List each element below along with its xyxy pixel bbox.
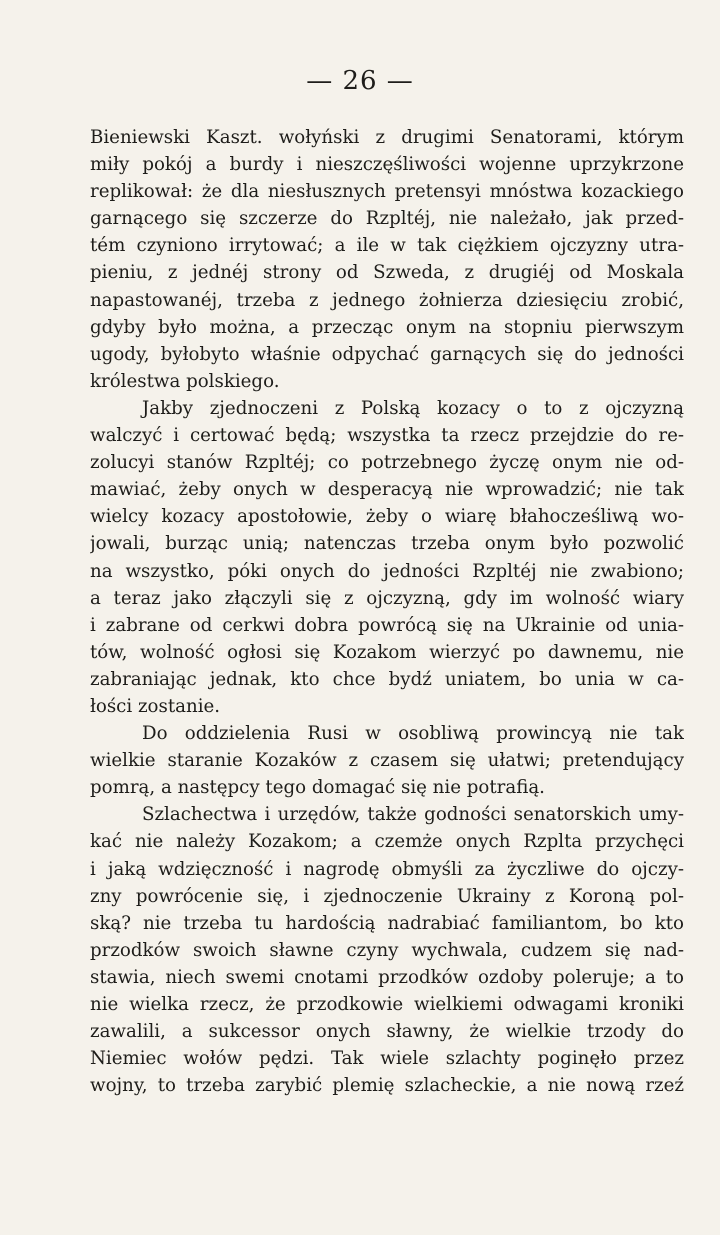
text-line: Jakby zjednoczeni z Polską kozacy o to z ojczyzną bbox=[142, 397, 684, 419]
text-line: i zabrane od cerkwi dobra powrócą się na Ukrainie od unia- bbox=[90, 614, 684, 636]
text-line: mawiać, żeby onych w desperacyą nie wprowadzić; nie tak bbox=[90, 479, 684, 501]
text-line: Niemiec wołów pędzi. Tak wiele szlachty poginęło przez bbox=[90, 1048, 684, 1070]
text-line: Bieniewski Kaszt. wołyński z drugimi Senatorami, którym bbox=[90, 127, 684, 148]
text-line: zolucyi stanów Rzpltéj; co potrzebnego życzę onym nie od- bbox=[90, 452, 684, 474]
page-number: — 26 — bbox=[306, 66, 414, 96]
text-line: pieniu, z jednéj strony od Szweda, z drugiéj od Moskala bbox=[90, 262, 684, 284]
text-line: napastowanéj, trzeba z jednego żołnierza dziesięciu zrobić, bbox=[90, 289, 684, 311]
text-line: łości zostanie. bbox=[90, 695, 221, 717]
text-line: garnącego się szczerze do Rzpltéj, nie należało, jak przed- bbox=[90, 208, 684, 230]
text-line: i jaką wdzięczność i nagrodę obmyśli za życzliwe do ojczy- bbox=[90, 858, 684, 880]
text-line: kać nie należy Kozakom; a czemże onych Rzplta przychęci bbox=[90, 831, 684, 853]
text-line: przodków swoich sławne czyny wychwala, cudzem się nad- bbox=[90, 939, 684, 961]
text-line: wojny, to trzeba zarybić plemię szlacheckie, a nie nową rzeź bbox=[90, 1075, 684, 1097]
text-line: replikował: że dla niesłusznych pretensyi mnóstwa kozackiego bbox=[90, 181, 684, 203]
text-line: na wszystko, póki onych do jedności Rzpltéj nie zwabiono; bbox=[90, 560, 684, 582]
text-line: wielkie staranie Kozaków z czasem się ułatwi; pretendujący bbox=[90, 750, 684, 772]
text-line: tów, wolność ogłosi się Kozakom wierzyć po dawnemu, nie bbox=[90, 641, 684, 663]
text-line: zny powrócenie się, i zjednoczenie Ukrainy z Koroną pol- bbox=[90, 885, 684, 907]
text-line: walczyć i certować będą; wszystka ta rzecz przejdzie do re- bbox=[90, 425, 684, 447]
text-line: zabraniając jednak, kto chce bydź uniatem, bo unia w ca- bbox=[90, 668, 684, 690]
text-line: ską? nie trzeba tu hardością nadrabiać familiantom, bo kto bbox=[90, 912, 684, 934]
text-line: pomrą, a następcy tego domagać się nie potrafią. bbox=[90, 777, 545, 799]
body-text bbox=[90, 124, 684, 1099]
text-line: jowali, burząc unią; natenczas trzeba onym było pozwolić bbox=[90, 533, 684, 555]
text-line: królestwa polskiego. bbox=[90, 370, 280, 392]
text-line: tém czyniono irrytować; a ile w tak ciężkiem ojczyzny utra- bbox=[90, 235, 684, 257]
text-line: miły pokój a burdy i nieszczęśliwości wojenne uprzykrzone bbox=[90, 154, 684, 176]
text-line: wielcy kozacy apostołowie, żeby o wiarę błahocześliwą wo- bbox=[90, 506, 684, 528]
text-line: Szlachectwa i urzędów, także godności senatorskich umy- bbox=[142, 804, 684, 826]
text-line: Do oddzielenia Rusi w osobliwą prowincyą nie tak bbox=[142, 723, 684, 745]
text-line: nie wielka rzecz, że przodkowie wielkiemi odwagami kroniki bbox=[90, 994, 684, 1015]
text-line: stawia, niech swemi cnotami przodków ozdoby poleruje; a to bbox=[90, 966, 684, 988]
text-line: gdyby było można, a przecząc onym na stopniu pierwszym bbox=[90, 316, 684, 338]
text-line: ugody, byłobyto właśnie odpychać garnących się do jedności bbox=[90, 343, 684, 365]
text-line: zawalili, a sukcessor onych sławny, że wielkie trzody do bbox=[90, 1021, 684, 1043]
text-line: a teraz jako złączyli się z ojczyzną, gdy im wolność wiary bbox=[90, 587, 684, 609]
